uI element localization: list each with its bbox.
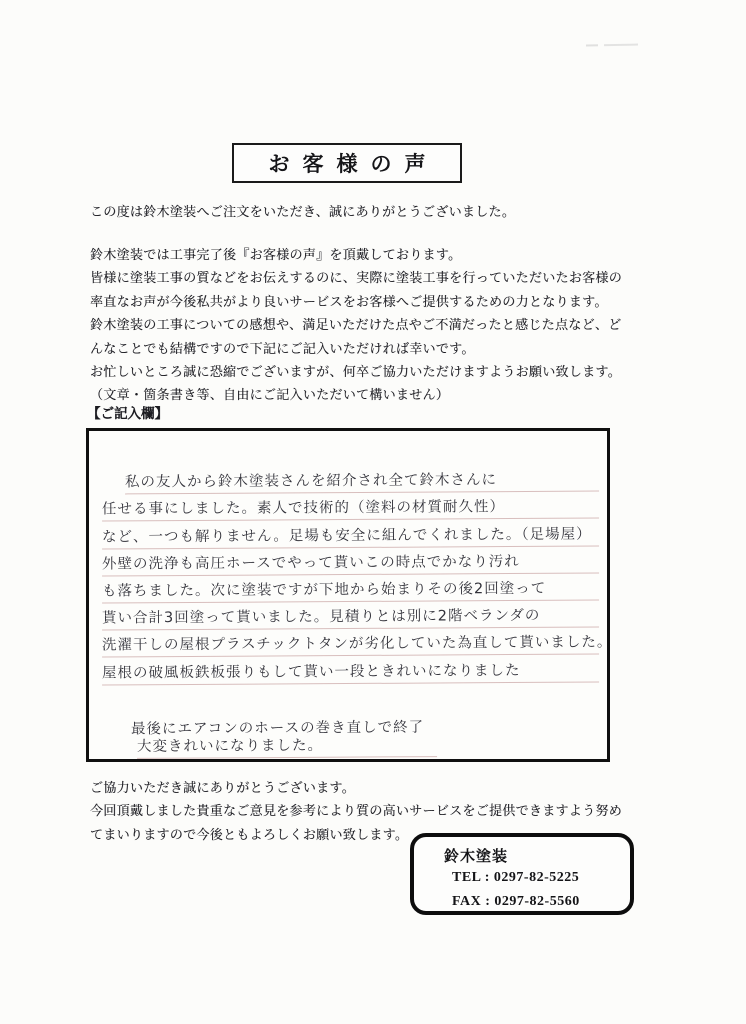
intro-line: 鈴木塗装では工事完了後『お客様の声』を頂戴しております。 (90, 247, 462, 262)
intro-line: 率直なお声が今後私共がより良いサービスをお客様へご提供するための力となります。 (90, 293, 608, 309)
intro-line: 鈴木塗装の工事についての感想や、満足いただけた点やご不満だったと感じた点など、ど (90, 317, 622, 333)
handwritten-line: 外壁の洗浄も高圧ホースでやって貰いこの時点でかなり汚れ (102, 548, 599, 576)
intro-line: 皆様に塗装工事の質などをお伝えするのに、実際に塗装工事を行っていただいたお客様の (90, 270, 623, 286)
closing-line: ご協力いただき誠にありがとうございます。 (90, 780, 355, 795)
scan-artifact (586, 44, 638, 47)
tel-number: TEL : 0297-82-5225 (452, 870, 580, 885)
intro-paragraph (90, 243, 622, 407)
handwritten-line: 任せる事にしました。素人で技術的（塗料の材質耐久性） (102, 493, 599, 521)
handwritten-line: 大変きれいになりました。 (137, 735, 437, 759)
closing-line: 今回頂戴しました貴重なご意見を参考により質の高いサービスをご提供できますよう努め (90, 803, 623, 819)
intro-line: （文章・箇条書き等、自由にご記入いただいて構いません） (90, 387, 450, 403)
handwritten-line: 洗濯干しの屋根プラスチックトタンが劣化していた為直して貰いました。 (102, 629, 599, 657)
entry-field-label: 【ご記入欄】 (87, 406, 168, 421)
fax-number: FAX : 0297-82-5560 (452, 894, 580, 909)
greeting-text: この度は鈴木塗装へご注文をいただき、誠にありがとうございました。 (90, 204, 516, 219)
document-title-box (232, 143, 462, 183)
closing-line: てまいりますので今後ともよろしくお願い致します。 (90, 826, 409, 842)
document-title: お客様の声 (268, 152, 439, 176)
handwritten-line: など、一つも解りません。足場も安全に組んでくれました。（足場屋） (102, 521, 599, 549)
handwritten-line: 屋根の破風板鉄板張りもして貰い一段ときれいになりました (102, 657, 599, 685)
handwritten-line: 貰い合計3回塗って貰いました。見積りとは別に2階ベランダの (102, 602, 599, 630)
handwritten-line: 私の友人から鈴木塗装さんを紹介され全て鈴木さんに (125, 467, 599, 495)
intro-line: お忙しいところ誠に恐縮でございますが、何卒ご協力いただけますようお願い致します。 (90, 364, 621, 380)
handwritten-response-box (86, 428, 613, 762)
company-contact-box (410, 833, 634, 915)
intro-line: んなことでも結構ですので下記にご記入いただければ幸いです。 (90, 340, 475, 356)
handwritten-line: も落ちました。次に塗装ですが下地から始まりその後2回塗って (102, 575, 599, 603)
company-name: 鈴木塗装 (444, 849, 509, 865)
handwritten-line: 最後にエアコンのホースの巻き直しで終了 (130, 719, 425, 738)
